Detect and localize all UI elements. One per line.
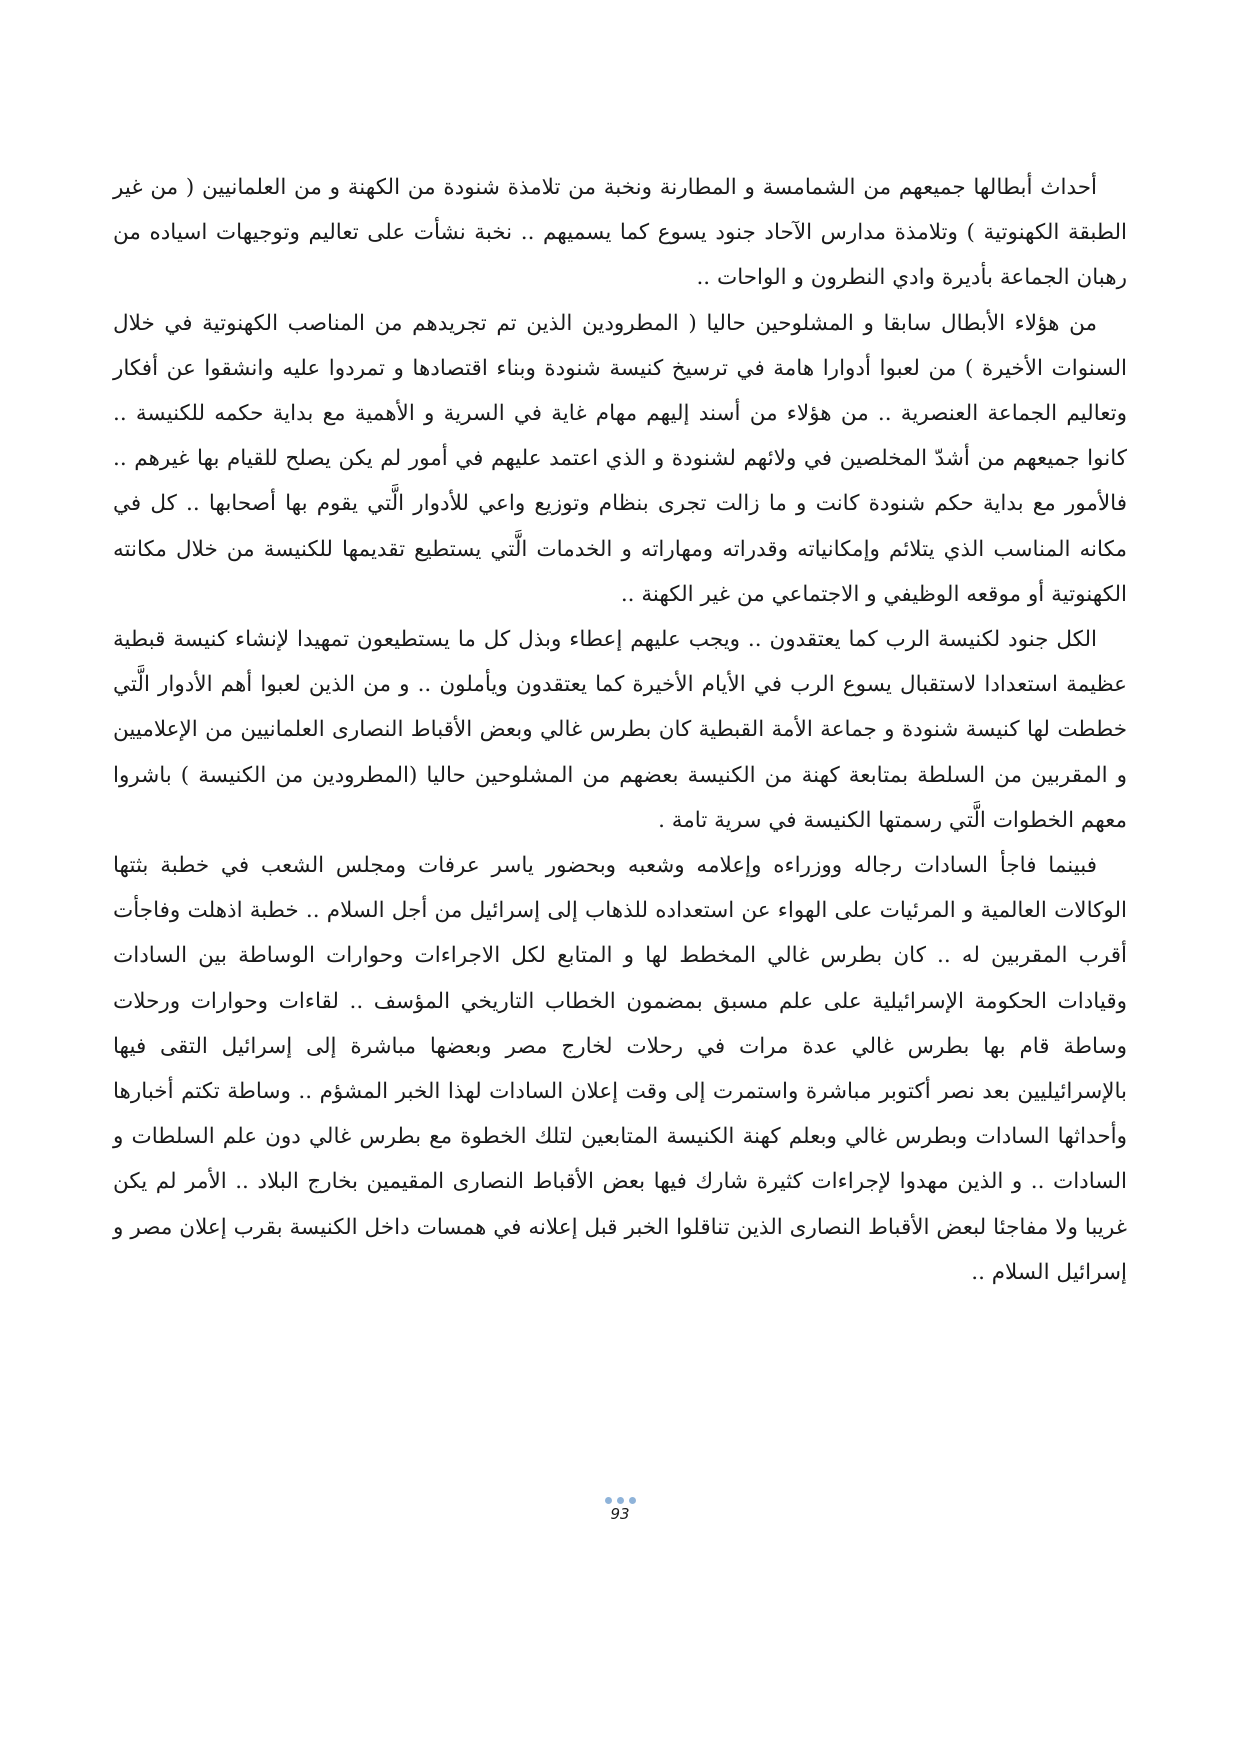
body-text: [113, 165, 1127, 1295]
page-number-block: [600, 1497, 640, 1523]
page-number: 93: [610, 1505, 630, 1523]
paragraph-4: فبينما فاجأ السادات رجاله ووزراءه وإعلامه وشعبه وبحضور ياسر عرفات ومجلس الشعب في خطبة بثتها الوكالات العالمية و المرئيات على الهواء عن استعداده للذهاب إلى إسرائيل من أجل السلام .. خطبة اذهلت وفاجأت أقرب المقربين له .. كان بطرس غالي المخطط لها و المتابع لكل الاجراءات وحوارات الوساطة بين السادات وقيادات الحكومة الإسرائيلية على علم مسبق بمضمون الخطاب التاريخي المؤسف .. لقاءات وحوارات ورحلات وساطة قام بها بطرس غالي عدة مرات في رحلات لخارج مصر وبعضها مباشرة إلى إسرائيل التقى فيها بالإسرائيليين بعد نصر أكتوبر مباشرة واستمرت إلى وقت إعلان السادات لهذا الخبر المشؤم .. وساطة تكتم أخبارها وأحداثها السادات وبطرس غالي وبعلم كهنة الكنيسة المتابعين لتلك الخطوة مع بطرس غالي دون علم السلطات و السادات .. و الذين مهدوا لإجراءات كثيرة شارك فيها بعض الأقباط النصارى المقيمين بخارج البلاد .. الأمر لم يكن غريبا ولا مفاجئا لبعض الأقباط النصارى الذين تناقلوا الخبر قبل إعلانه في همسات داخل الكنيسة بقرب إعلان مصر و إسرائيل السلام ..: [113, 853, 1127, 1285]
paragraph-2: من هؤلاء الأبطال سابقا و المشلوحين حاليا ( المطرودين الذين تم تجريدهم من المناصب الكهنوتية في خلال السنوات الأخيرة ) من لعبوا أدوارا هامة في ترسيخ كنيسة شنودة وبناء اقتصادها و تمردوا عليه وانشقوا عن أفكار وتعاليم الجماعة العنصرية .. من هؤلاء من أسند إليهم مهام غاية في السرية و الأهمية مع بداية حكمه للكنيسة .. كانوا جميعهم من أشدّ المخلصين في ولائهم لشنودة و الذي اعتمد عليهم في أمور لم يكن يصلح للقيام بها غيرهم .. فالأمور مع بداية حكم شنودة كانت و ما زالت تجرى بنظام وتوزيع واعي للأدوار الَّتي يقوم بها أصحابها .. كل في مكانه المناسب الذي يتلائم وإمكانياته وقدراته ومهاراته و الخدمات الَّتي يستطيع تقديمها للكنيسة من خلال مكانته الكهنوتية أو موقعه الوظيفي و الاجتماعي من غير الكهنة ..: [113, 310, 1127, 607]
ornament-dot: [629, 1497, 636, 1504]
page-ornament-dots: [600, 1497, 640, 1505]
ornament-dot: [605, 1497, 612, 1504]
paragraph-1: أحداث أبطالها جميعهم من الشمامسة و المطارنة ونخبة من تلامذة شنودة من الكهنة و من العلمانيين ( من غير الطبقة الكهنوتية ) وتلامذة مدارس الآحاد جنود يسوع كما يسميهم .. نخبة نشأت على تعاليم وتوجيهات اسياده من رهبان الجماعة بأديرة وادي النطرون و الواحات ..: [113, 175, 1127, 291]
ornament-dot: [617, 1497, 624, 1504]
paragraph-3: الكل جنود لكنيسة الرب كما يعتقدون .. ويجب عليهم إعطاء وبذل كل ما يستطيعون تمهيدا لإنشاء كنيسة قبطية عظيمة استعدادا لاستقبال يسوع الرب في الأيام الأخيرة كما يعتقدون ويأملون .. و من الذين لعبوا أهم الأدوار الَّتي خططت لها كنيسة شنودة و جماعة الأمة القبطية كان بطرس غالي وبعض الأقباط النصارى العلمانيين من الإعلاميين و المقربين من السلطة بمتابعة كهنة من الكنيسة بعضهم من المشلوحين حاليا (المطرودين من الكنيسة ) باشروا معهم الخطوات الَّتي رسمتها الكنيسة في سرية تامة .: [113, 627, 1127, 833]
